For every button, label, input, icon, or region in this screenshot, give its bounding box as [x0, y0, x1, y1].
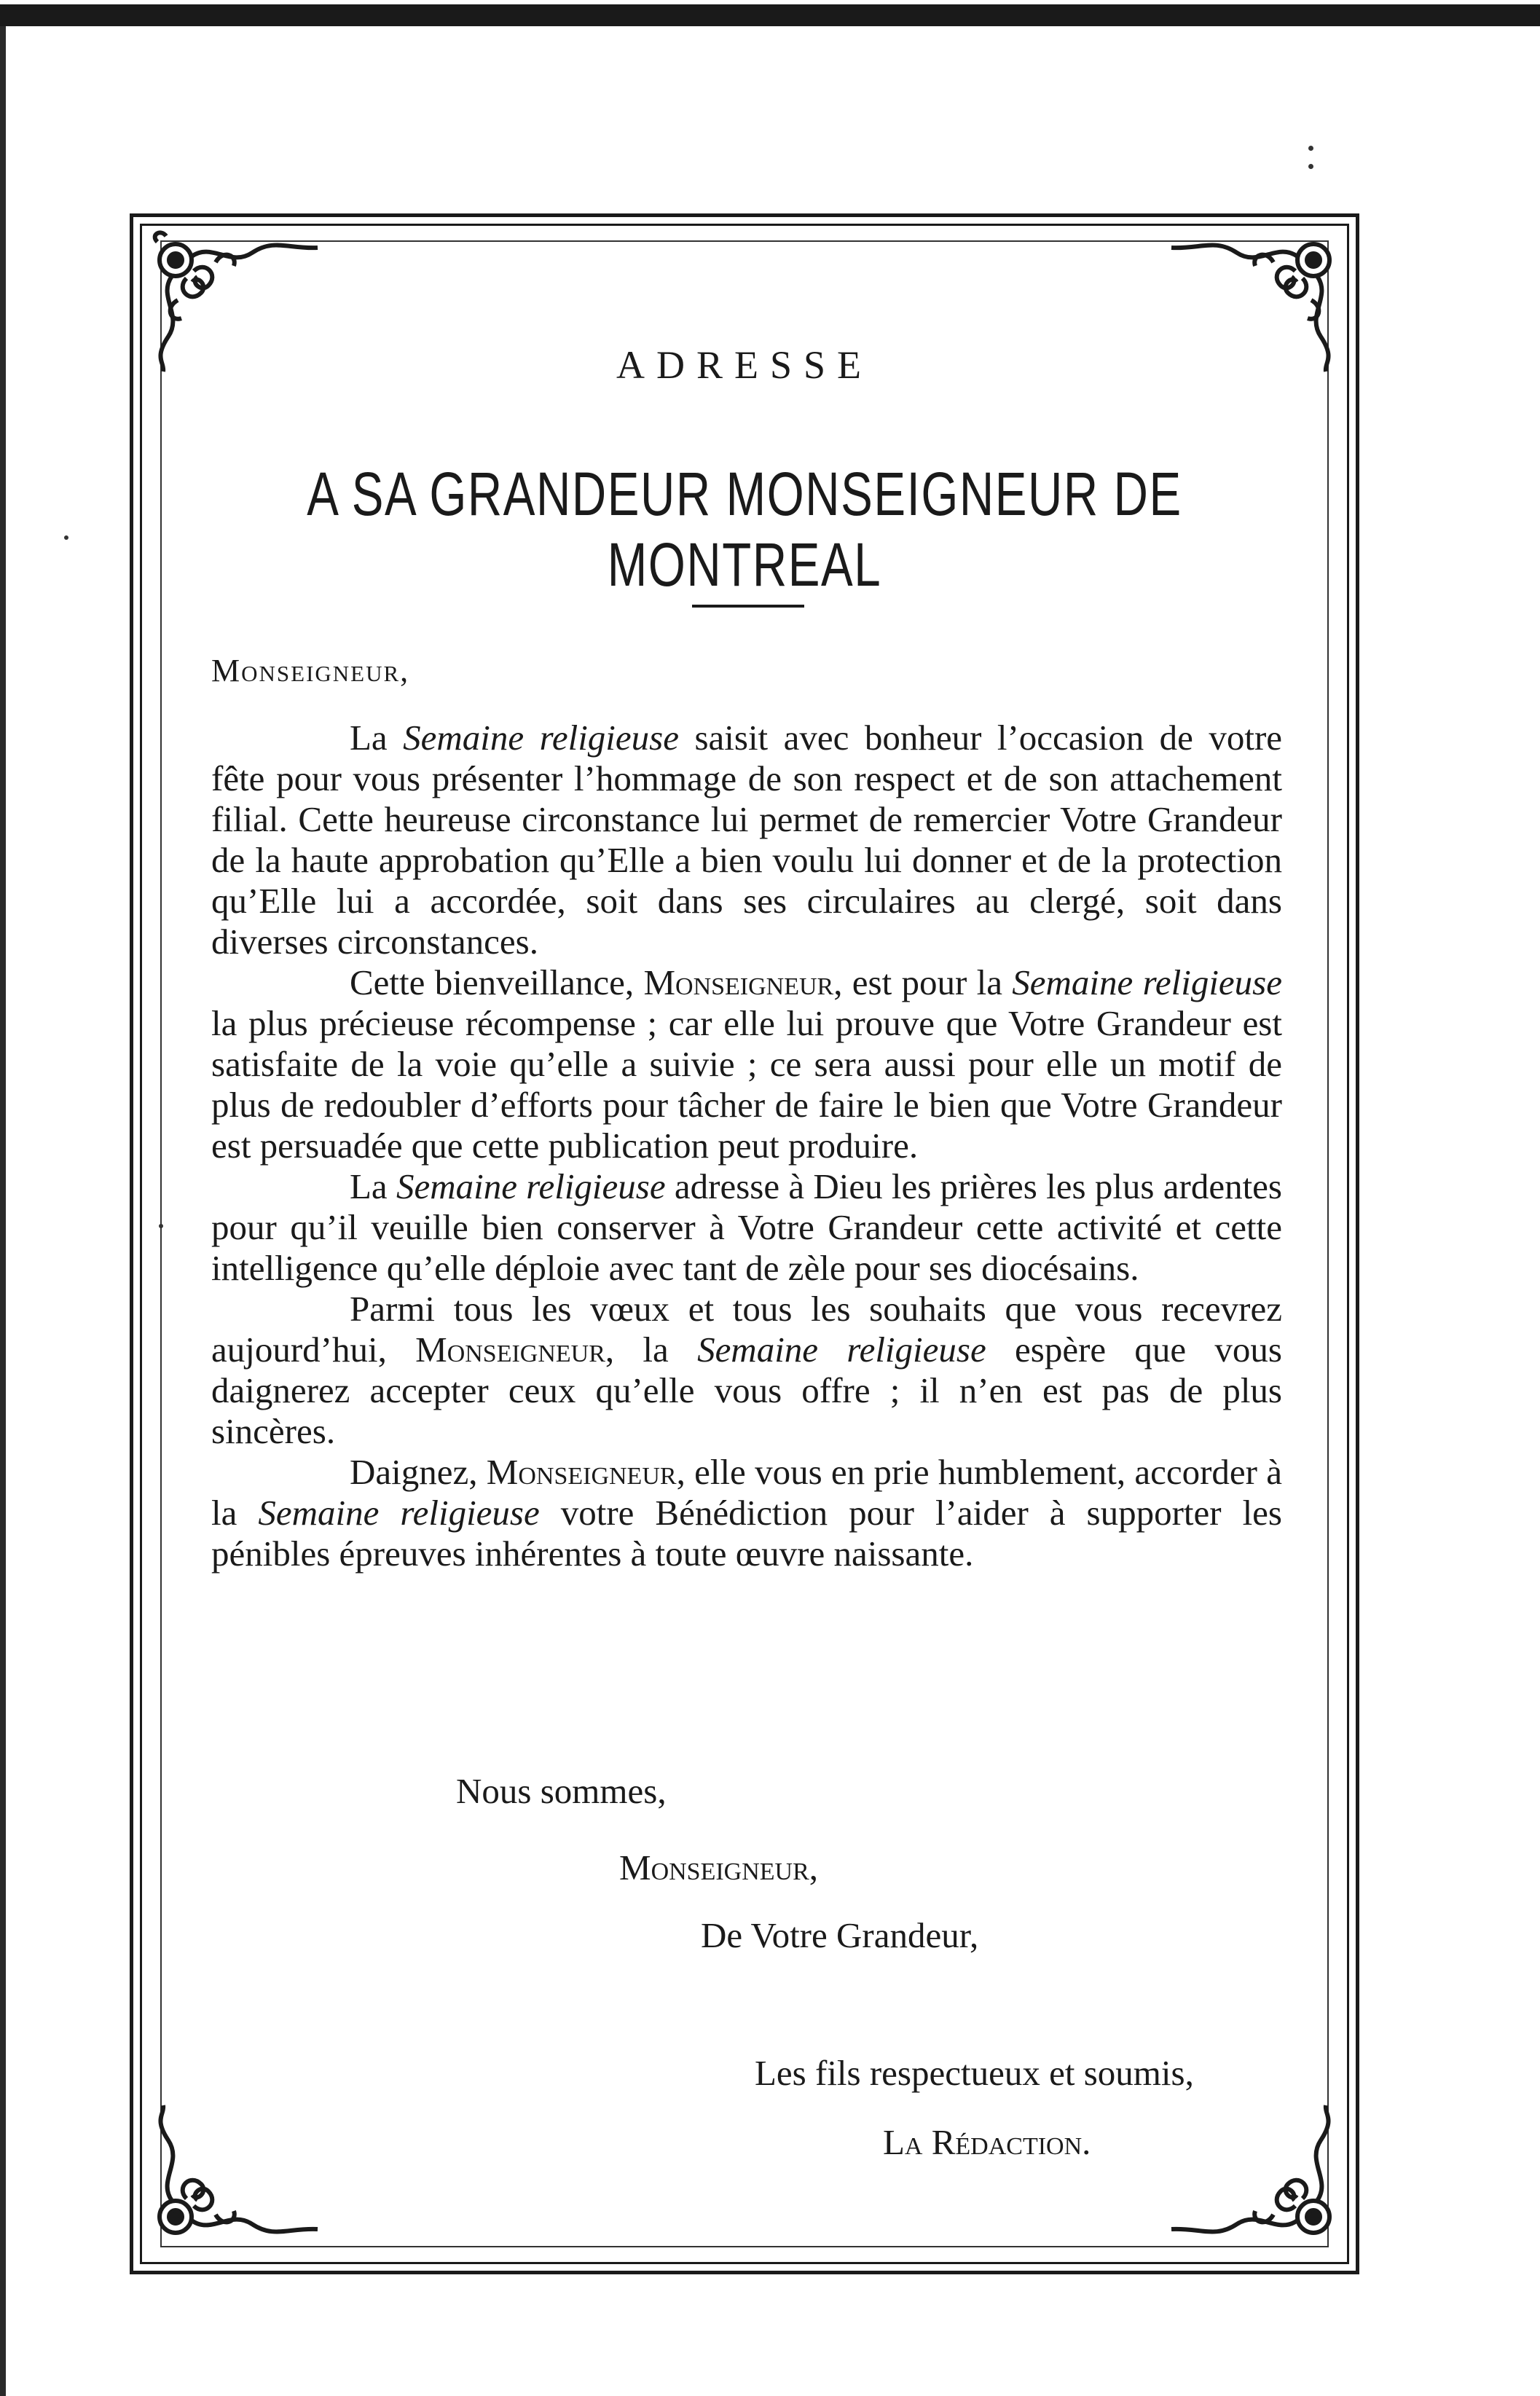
text-run: Parmi tous les vœux et tous les souhaits que vous recevrez aujourd’hui,: [211, 1289, 1282, 1370]
left-border-rule: [0, 26, 6, 2396]
speck: [159, 1224, 163, 1228]
paragraph-3: [211, 1166, 1282, 1289]
text-run: La: [350, 718, 404, 758]
speck: [1308, 146, 1313, 151]
text-run: la plus précieuse récompense ; car elle lui prouve que Votre Grandeur est satisfaite de la voie qu’elle a suivie ; ce sera aussi pour elle un motif de plus de redoubler d’efforts pour tâcher de faire le bien que Votre Grandeur est persuadée que cette publication peut produire.: [211, 1003, 1282, 1166]
closing-line-4: Les fils respectueux et soumis,: [755, 2053, 1194, 2093]
honorific: Monseigneur: [643, 962, 834, 1002]
speck: [64, 535, 68, 540]
heading-adresse: ADRESSE: [616, 343, 873, 387]
closing-line-3: De Votre Grandeur,: [701, 1915, 979, 1955]
text-run: Cette bienveillance,: [350, 962, 644, 1002]
honorific: Monseigneur: [486, 1452, 677, 1492]
text-run: , elle vous en prie humblement, accorder à la: [211, 1452, 1282, 1533]
text-run: votre Bénédiction pour l’aider à supporter les pénibles épreuves inhérentes à toute œuvre naissante.: [211, 1493, 1283, 1574]
honorific: Monseigneur: [415, 1329, 605, 1370]
signature-redaction: La Rédaction.: [883, 2122, 1091, 2162]
page-title: A SA GRANDEUR MONSEIGNEUR DE MONTREAL: [307, 460, 1182, 599]
publication-name: Semaine religieuse: [1012, 962, 1282, 1002]
title-divider: [692, 605, 804, 608]
text-run: adresse à Dieu les prières les plus ardentes pour qu’il veuille bien conserver à Votre Grandeur cette activité et cette intelligence qu’elle déploie avec tant de zèle pour ses diocésains.: [211, 1166, 1283, 1288]
letter-body: [211, 718, 1282, 1574]
speck: [1308, 164, 1313, 169]
paragraph-5: [211, 1452, 1282, 1574]
publication-name: Semaine religieuse: [697, 1329, 986, 1370]
paragraph-2: [211, 962, 1282, 1166]
publication-name: Semaine religieuse: [258, 1493, 540, 1533]
text-run: La: [350, 1166, 396, 1206]
text-run: espère que vous daignerez accepter ceux qu’elle vous offre ; il n’en est pas de plus sincères.: [211, 1329, 1282, 1451]
publication-name: Semaine religieuse: [403, 718, 679, 758]
corner-ornament-bottom-left: [143, 2104, 325, 2250]
closing-line-2: Monseigneur,: [619, 1847, 819, 1888]
paragraph-4: [211, 1289, 1282, 1452]
text-run: , est pour la: [833, 962, 1013, 1002]
text-run: Daignez,: [350, 1452, 487, 1492]
salutation: Monseigneur,: [211, 653, 410, 688]
publication-name: Semaine religieuse: [396, 1166, 666, 1206]
corner-ornament-bottom-right: [1164, 2104, 1346, 2250]
text-run: , la: [605, 1329, 698, 1370]
closing-line-1: Nous sommes,: [456, 1771, 667, 1811]
top-border-rule: [0, 4, 1540, 26]
text-run: saisit avec bonheur l’occasion de votre fête pour vous présenter l’hommage de son respect et de son attachement filial. Cette heureuse circonstance lui permet de remercier Votre Grandeur de la haute approbation qu’Elle a bien voulu lui donner et de la protection qu’Elle lui a accordée, soit dans ses circulaires au clergé, soit dans diverses circonstances.: [211, 718, 1283, 962]
paragraph-1: [211, 718, 1282, 962]
